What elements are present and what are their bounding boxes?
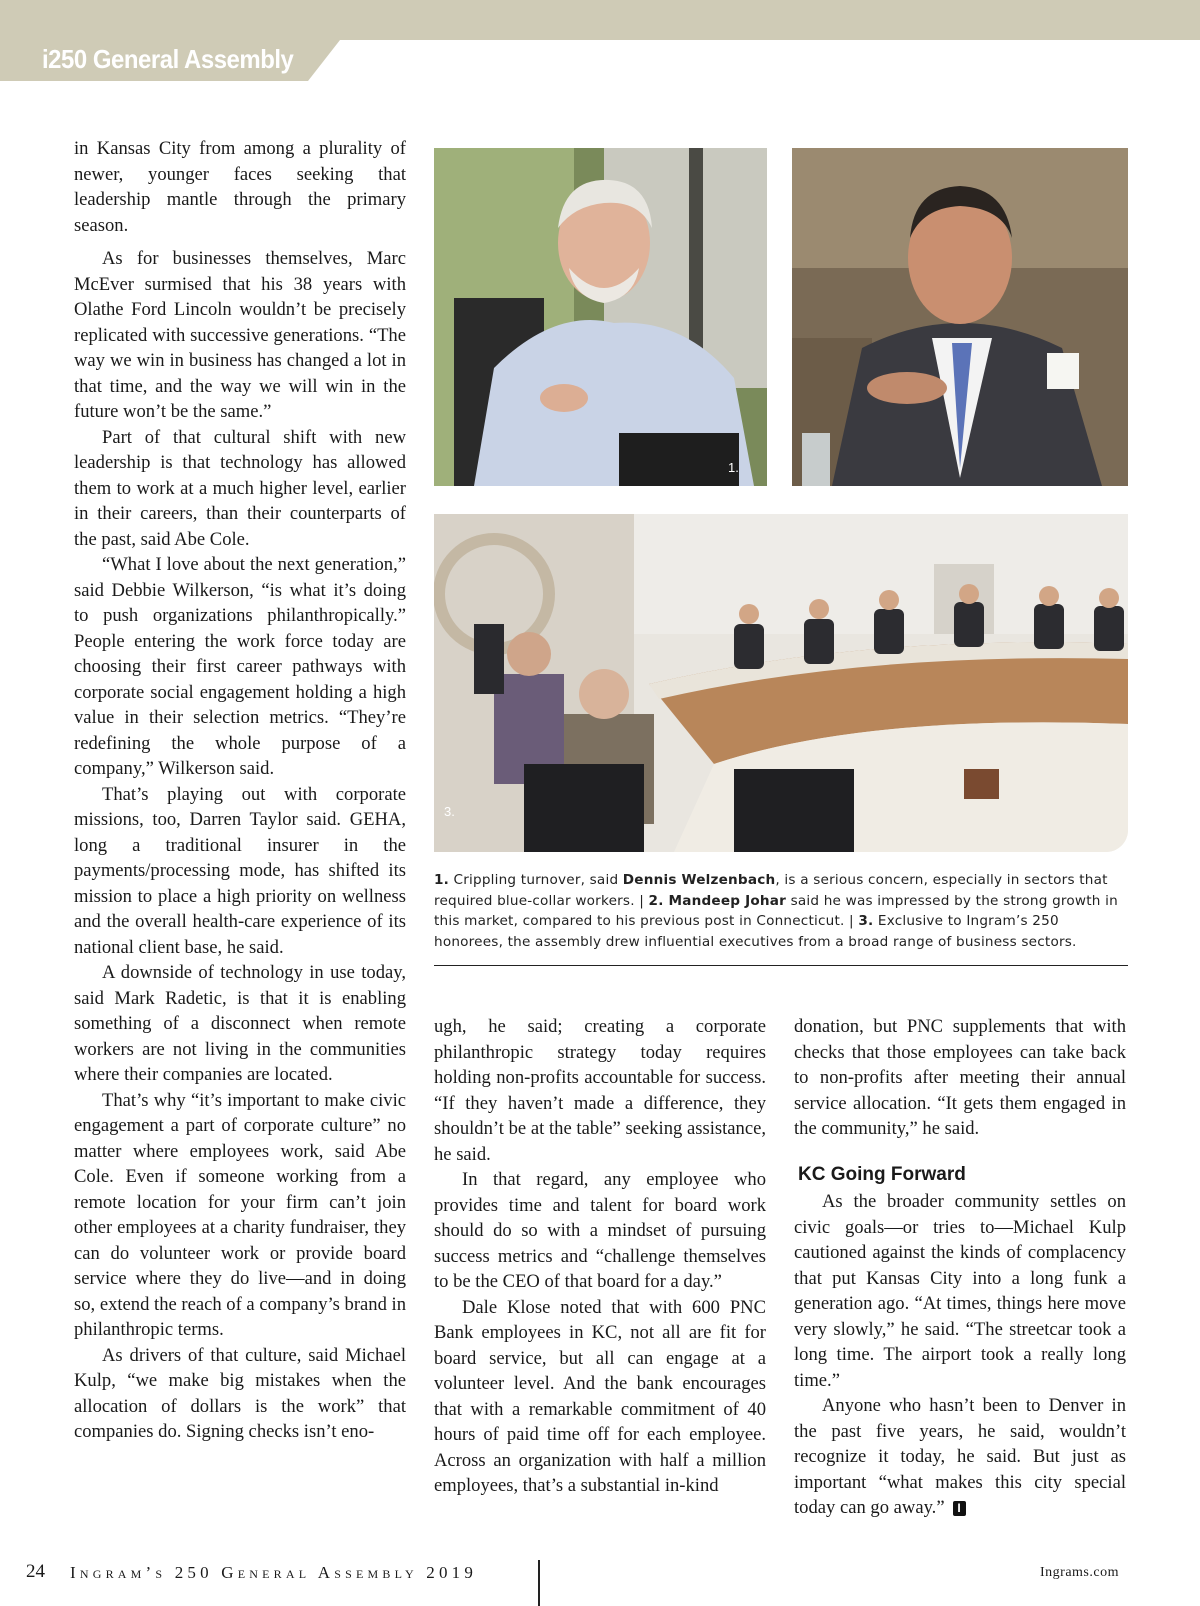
caption-name: Mandeep Johar (663, 892, 787, 909)
paragraph: ugh, he said; creating a corporate philanthropic strategy today requires holding non-profits accountable for success. “If they haven’t made a difference, they shouldn’t be at the table” seeking assistance, he said. (434, 1016, 766, 1165)
footer-divider (538, 1560, 540, 1606)
paragraph: A downside of technology in use today, said Mark Radetic, is that it is enabling something of a disconnect when remote workers are not living in the communities where their companies are located. (74, 962, 406, 1085)
paragraph: “What I love about the next generation,” said Debbie Wilkerson, “is what it’s doing to push organizations philanthropically.” People entering the work force today are choosing their first career pathways with corporate social engagement holding a high value in their selection metrics. “They’re redefining the whole purpose of a company,” Wilkerson said. (74, 554, 406, 779)
section-title: i250 General Assembly (42, 44, 294, 74)
publication-title: Ingram’s 250 General Assembly 2019 (70, 1563, 478, 1582)
photo-mandeep-johar (792, 148, 1128, 486)
paragraph: Dale Klose noted that with 600 PNC Bank employees in KC, not all are fit for board service, but all can engage at a volunteer level. And the bank encourages that with a remarkable commitment of 40 hours of paid time off for each employee. Across an organization with half a million employees, that’s a substantial in-kind (434, 1296, 766, 1496)
caption-text: Crippling turnover, said (449, 872, 623, 888)
photo-dennis-welzenbach (434, 148, 767, 486)
paragraph (794, 1393, 1126, 1521)
paragraph: donation, but PNC supplements that with checks that those employees can take back to non-profits after meeting their annual service allocation. “It gets them engaged in the community,” he said. (794, 1016, 1126, 1139)
caption-rule (434, 965, 1128, 966)
photo-caption (434, 870, 1128, 952)
paragraph: As drivers of that culture, said Michael Kulp, “we make big mistakes when the allocation of dollars is the work” that companies do. Signing checks isn’t eno- (74, 1344, 406, 1442)
subheading: KC Going Forward (798, 1163, 966, 1185)
caption-name: Dennis Welzenbach (622, 872, 776, 888)
paragraph: That’s playing out with corporate missions, too, Darren Taylor said. GEHA, long a traditional insurer in the payments/processing mode, has shifted its mission to place a high priority on wellness and the overall health-care experience of its national client base, he said. (74, 783, 406, 958)
paragraph: Part of that cultural shift with new leadership is that technology has allowed them to work at a much higher level, earlier in their careers, than their counterparts of the past, said Abe Cole. (74, 426, 406, 550)
caption-text: said he was impressed by the strong growth in this market, compared to his previous post in Connecticut. | (434, 892, 1118, 929)
paragraph-text: Anyone who hasn’t been to Denver in the past five years, he said, wouldn’t recognize it today, he said. But just as important “what makes this city special today can go away.” (794, 1395, 1126, 1518)
photo-number: 3. (444, 804, 455, 819)
caption-number: 3. (858, 913, 874, 929)
paragraph: in Kansas City from among a plurality of newer, younger faces seeking that leadership mantle through the primary season. (74, 138, 406, 236)
photo-assembly-roundtable (434, 514, 1128, 852)
paragraph: That’s why “it’s important to make civic engagement a part of corporate culture” no matter where employees work, said Abe Cole. Even if someone working from a remote location for your firm can’t join other employees at a charity fundraiser, they can do volunteer work or provide board service where they do live—and in doing so, extend the reach of a company’s brand in philanthropic terms. (74, 1089, 406, 1340)
paragraph: In that regard, any employee who provides time and talent for board work should do so with a mindset of pursuing success metrics and “challenge themselves to be the CEO of that board for a day.” (434, 1169, 766, 1292)
caption-number: 1. (434, 872, 450, 888)
paragraph: As the broader community settles on civic goals—or tries to—Michael Kulp cautioned against the kinds of complacency that put Kansas City into a long funk a generation ago. “At times, things here move very slowly,” he said. “The streetcar took a long time. The airport took a really long time.” (794, 1191, 1126, 1391)
caption-text: Exclusive to Ingram’s 250 honorees, the assembly drew influential executives from a broad range of business sectors. (434, 913, 1077, 950)
page-number: 24 (26, 1561, 45, 1582)
caption-number: 2. (648, 892, 664, 909)
header-band (0, 0, 1200, 40)
photo-number: 1. (728, 460, 739, 475)
end-mark: I (953, 1501, 966, 1516)
article-column-1 (74, 136, 406, 1445)
article-column-3 (794, 1014, 1126, 1521)
paragraph: As for businesses themselves, Marc McEver surmised that his 38 years with Olathe Ford Lincoln wouldn’t be precisely replicated with successive generations. “The way we win in business has changed a lot in that time, and the way we will win in the future won’t be the same.” (74, 248, 406, 422)
website-label: Ingrams.com (1040, 1565, 1119, 1580)
caption-text: , is a serious concern, especially in sectors that required blue-collar workers. | (434, 872, 1108, 909)
article-column-2 (434, 1014, 766, 1499)
